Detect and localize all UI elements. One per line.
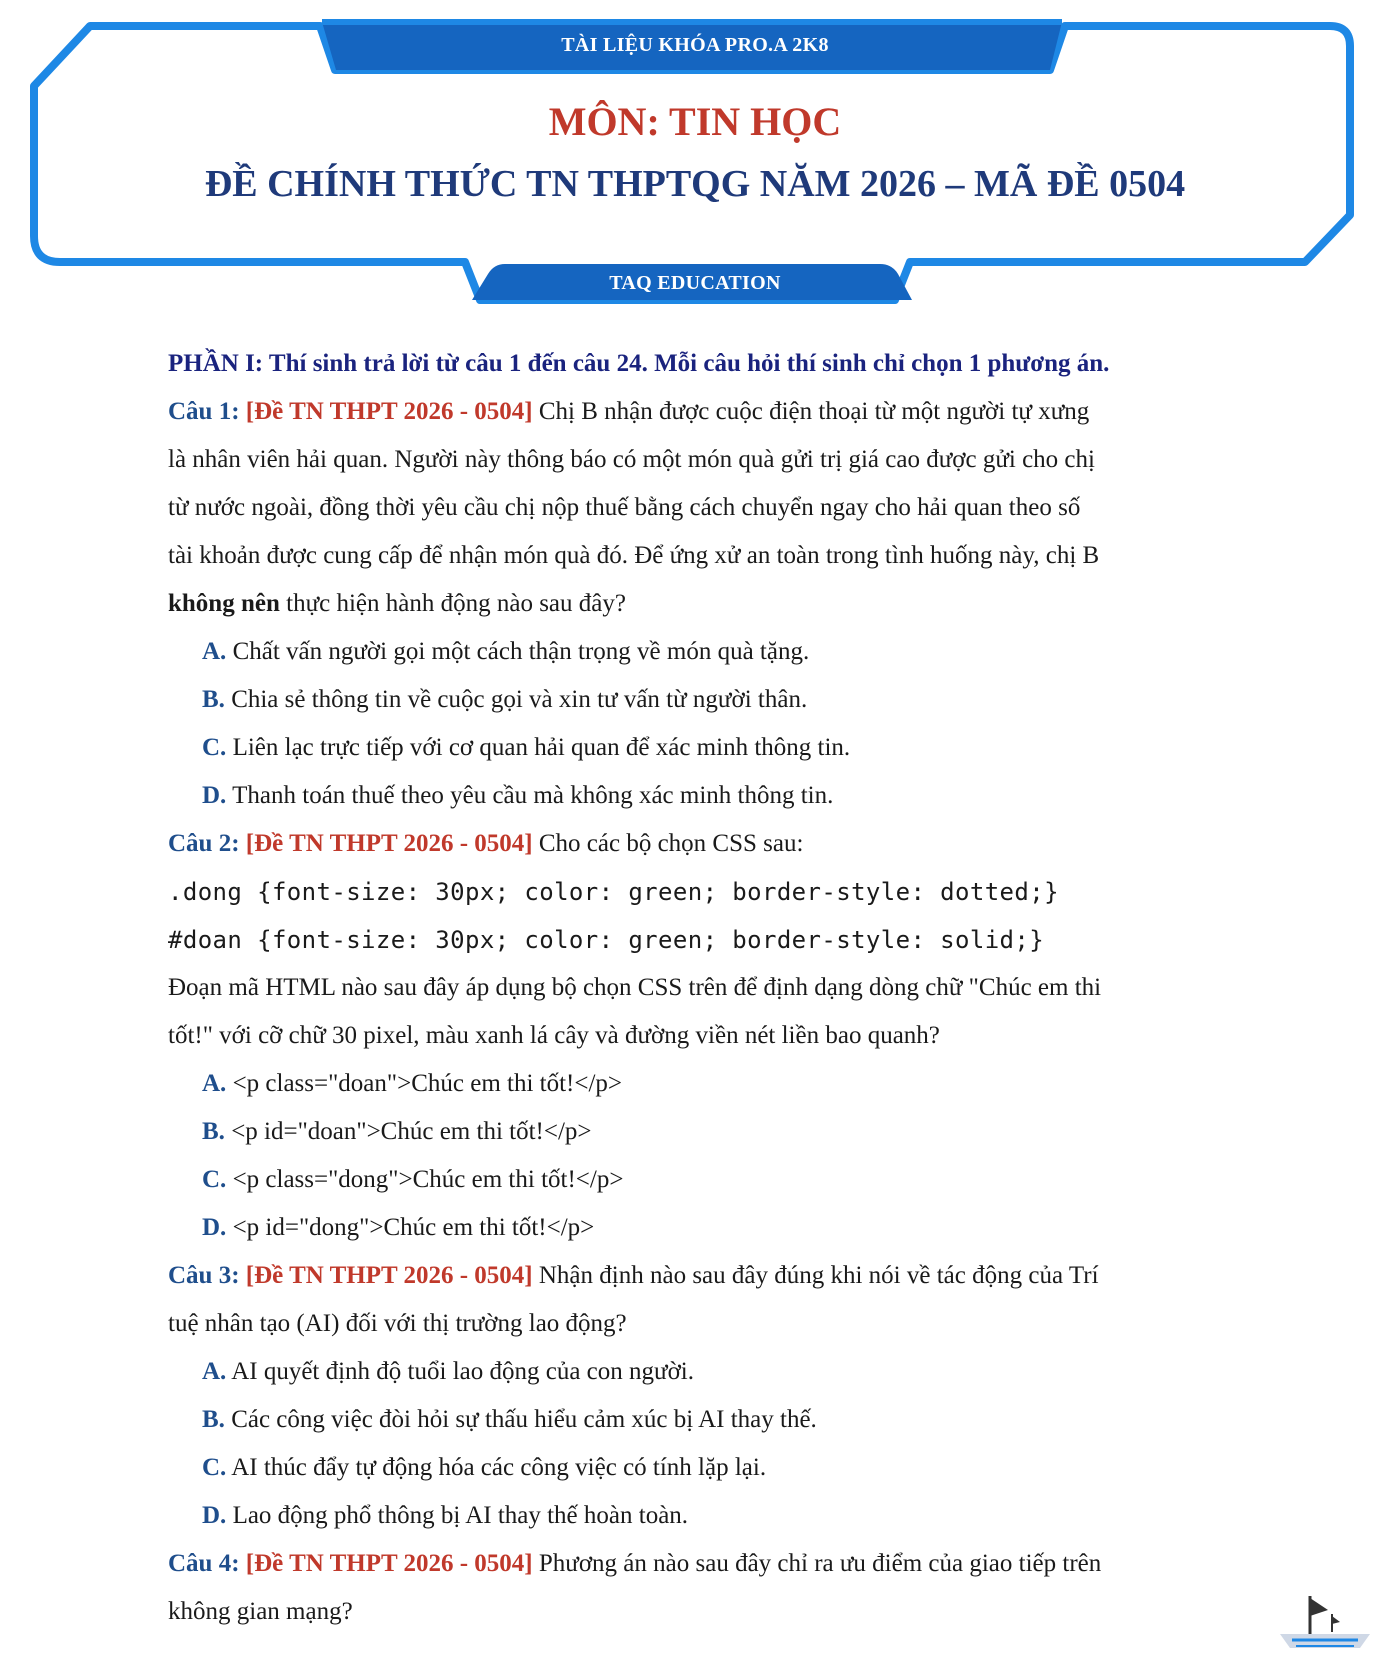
option-c[interactable] xyxy=(168,724,1228,772)
option-d[interactable] xyxy=(168,1204,1228,1252)
option-b[interactable] xyxy=(168,1108,1228,1156)
question-number: Câu 1: xyxy=(168,398,240,425)
option-text: Các công việc đòi hỏi sự thấu hiểu cảm xúc bị AI thay thế. xyxy=(231,1406,817,1433)
option-letter: A. xyxy=(202,638,227,665)
option-d[interactable] xyxy=(168,1492,1228,1540)
question-text-line: tài khoản được cung cấp để nhận món quà đó. Để ứng xử an toàn trong tình huống này, chị B xyxy=(168,542,1100,569)
option-letter: D. xyxy=(202,1502,227,1529)
exam-content xyxy=(168,340,1228,1636)
question-text: Nhận định nào sau đây đúng khi nói về tác động của Trí xyxy=(538,1262,1099,1289)
question-number: Câu 2: xyxy=(168,830,240,857)
question-tag: [Đề TN THPT 2026 - 0504] xyxy=(245,830,533,857)
option-letter: D. xyxy=(202,1214,227,1241)
question-2 xyxy=(168,820,1228,868)
option-text: <p id="dong">Chúc em thi tốt!</p> xyxy=(232,1214,595,1241)
option-text: AI quyết định độ tuổi lao động của con người. xyxy=(231,1358,694,1385)
question-3 xyxy=(168,1252,1228,1300)
option-letter: C. xyxy=(202,1166,227,1193)
emphasis-text: không nên xyxy=(168,590,280,617)
option-text: <p id="doan">Chúc em thi tốt!</p> xyxy=(231,1118,592,1145)
question-text: thực hiện hành động nào sau đây? xyxy=(279,590,626,617)
question-tag: [Đề TN THPT 2026 - 0504] xyxy=(245,1550,533,1577)
question-text: Cho các bộ chọn CSS sau: xyxy=(538,830,804,857)
ship-logo-icon xyxy=(1270,1586,1380,1656)
option-text: Chia sẻ thông tin về cuộc gọi và xin tư vấn từ người thân. xyxy=(231,686,808,713)
option-text: Thanh toán thuế theo yêu cầu mà không xác minh thông tin. xyxy=(232,782,834,809)
question-text-line: không gian mạng? xyxy=(168,1598,353,1625)
option-letter: A. xyxy=(202,1070,227,1097)
option-letter: B. xyxy=(202,686,225,713)
question-tag: [Đề TN THPT 2026 - 0504] xyxy=(245,398,533,425)
option-a[interactable] xyxy=(168,1348,1228,1396)
option-a[interactable] xyxy=(168,1060,1228,1108)
code-line: #doan {font-size: 30px; color: green; border-style: solid;} xyxy=(168,926,1045,954)
option-b[interactable] xyxy=(168,1396,1228,1444)
option-c[interactable] xyxy=(168,1444,1228,1492)
question-text-line xyxy=(168,580,1228,628)
subject-title: MÔN: TIN HỌC xyxy=(548,99,842,144)
question-text-line: là nhân viên hải quan. Người này thông báo có một món quà gửi trị giá cao được gửi cho chị xyxy=(168,446,1095,473)
bottom-tab-label: TAQ EDUCATION xyxy=(609,272,781,294)
option-text: <p class="dong">Chúc em thi tốt!</p> xyxy=(232,1166,624,1193)
code-line: .dong {font-size: 30px; color: green; border-style: dotted;} xyxy=(168,878,1059,906)
option-letter: C. xyxy=(202,734,227,761)
question-tag: [Đề TN THPT 2026 - 0504] xyxy=(245,1262,533,1289)
part-heading: PHẦN I: Thí sinh trả lời từ câu 1 đến câu 24. Mỗi câu hỏi thí sinh chỉ chọn 1 phương án. xyxy=(168,350,1110,377)
top-tab-label: TÀI LIỆU KHÓA PRO.A 2K8 xyxy=(561,34,829,56)
option-text: <p class="doan">Chúc em thi tốt!</p> xyxy=(232,1070,623,1097)
question-text: Chị B nhận được cuộc điện thoại từ một người tự xưng xyxy=(538,398,1090,425)
question-text-line: Đoạn mã HTML nào sau đây áp dụng bộ chọn CSS trên để định dạng dòng chữ "Chúc em thi xyxy=(168,974,1102,1001)
option-text: Lao động phổ thông bị AI thay thế hoàn toàn. xyxy=(232,1502,689,1529)
option-letter: B. xyxy=(202,1118,225,1145)
exam-title: ĐỀ CHÍNH THỨC TN THPTQG NĂM 2026 – MÃ ĐỀ 0504 xyxy=(204,163,1186,205)
option-a[interactable] xyxy=(168,628,1228,676)
option-letter: C. xyxy=(202,1454,227,1481)
question-number: Câu 4: xyxy=(168,1550,240,1577)
option-b[interactable] xyxy=(168,676,1228,724)
option-text: Chất vấn người gọi một cách thận trọng về món quà tặng. xyxy=(232,638,810,665)
question-4 xyxy=(168,1540,1228,1588)
option-c[interactable] xyxy=(168,1156,1228,1204)
option-text: Liên lạc trực tiếp với cơ quan hải quan để xác minh thông tin. xyxy=(232,734,851,761)
question-text: Phương án nào sau đây chỉ ra ưu điểm của giao tiếp trên xyxy=(538,1550,1102,1577)
option-d[interactable] xyxy=(168,772,1228,820)
option-text: AI thúc đẩy tự động hóa các công việc có tính lặp lại. xyxy=(231,1454,767,1481)
option-letter: A. xyxy=(202,1358,227,1385)
question-text-line: tuệ nhân tạo (AI) đối với thị trường lao động? xyxy=(168,1310,627,1337)
question-text-line: từ nước ngoài, đồng thời yêu cầu chị nộp thuế bằng cách chuyển ngay cho hải quan theo số xyxy=(168,494,1081,521)
question-text-line: tốt!" với cỡ chữ 30 pixel, màu xanh lá cây và đường viền nét liền bao quanh? xyxy=(168,1022,940,1049)
option-letter: B. xyxy=(202,1406,225,1433)
question-1 xyxy=(168,388,1228,436)
option-letter: D. xyxy=(202,782,227,809)
question-number: Câu 3: xyxy=(168,1262,240,1289)
